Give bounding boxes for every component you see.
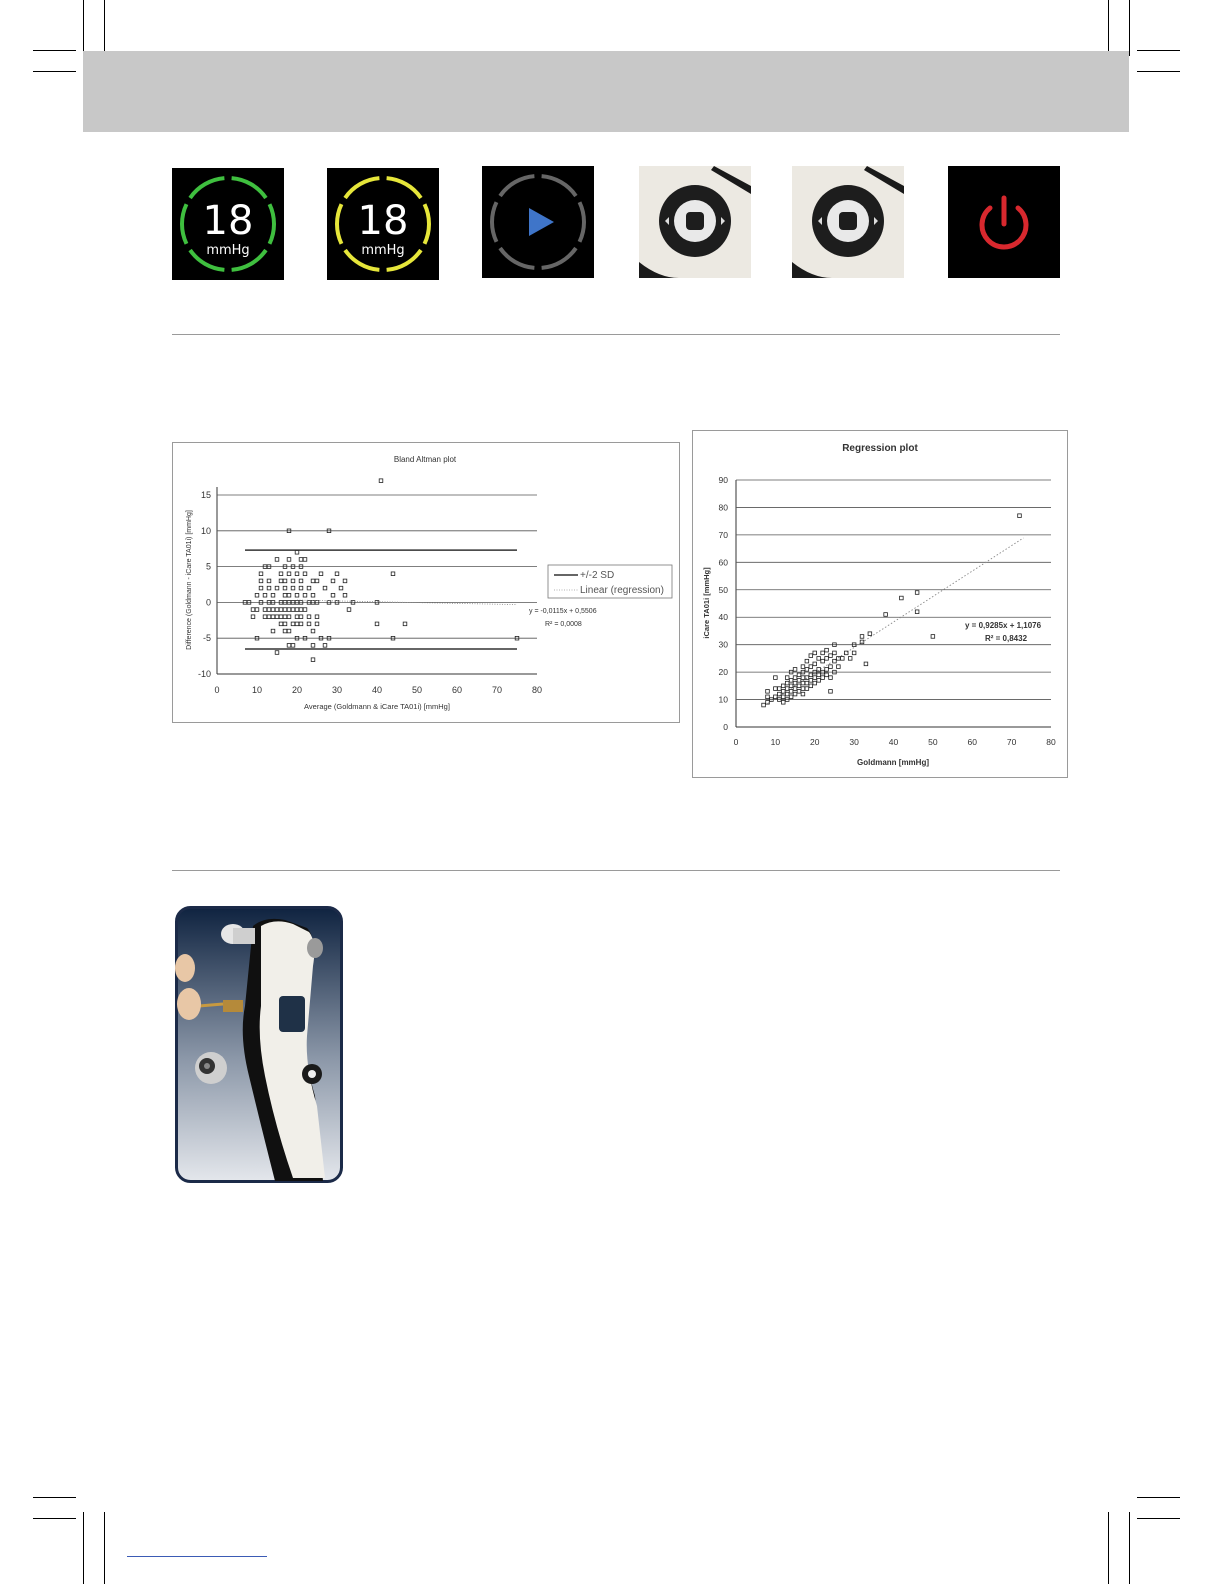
data-point: [809, 654, 813, 658]
data-point: [825, 668, 829, 672]
y-tick-label: 0: [205, 597, 211, 608]
data-point: [311, 629, 315, 633]
data-point: [251, 615, 255, 619]
data-point: [307, 622, 311, 626]
reading-value: 18: [202, 198, 254, 244]
regression-equation: y = 0,9285x + 1,1076: [965, 621, 1042, 630]
data-point: [307, 615, 311, 619]
data-point: [311, 593, 315, 597]
ring-segment: [345, 178, 379, 198]
regression-chart: [692, 430, 1068, 778]
bland-altman-chart: [172, 442, 680, 723]
ring-segment: [425, 204, 429, 244]
data-point: [793, 692, 797, 696]
data-point: [323, 644, 327, 648]
x-axis-label: Average (Goldmann & iCare TA01i) [mmHg]: [304, 702, 450, 711]
data-point: [303, 572, 307, 576]
data-point: [271, 608, 275, 612]
data-point: [315, 622, 319, 626]
navigation-button-icon: [639, 166, 751, 278]
data-point: [267, 586, 271, 590]
data-point: [323, 586, 327, 590]
ring-segment: [500, 248, 534, 268]
data-point: [797, 673, 801, 677]
y-axis-label: Difference (Goldmann - iCare TA01i) [mmHg]: [186, 510, 193, 650]
ring-segment: [492, 202, 496, 242]
data-point: [295, 572, 299, 576]
data-point: [303, 608, 307, 612]
data-point: [291, 586, 295, 590]
ring-segment: [270, 204, 274, 244]
data-point: [801, 681, 805, 685]
device-photo: [175, 906, 343, 1183]
data-point: [403, 622, 407, 626]
data-point: [279, 579, 283, 583]
y-tick-label: 10: [200, 525, 211, 536]
crop-mark: [104, 0, 105, 56]
data-point: [295, 593, 299, 597]
data-point: [311, 658, 315, 662]
data-point: [793, 668, 797, 672]
ring-segment: [337, 204, 341, 244]
data-point: [287, 615, 291, 619]
data-point: [805, 668, 809, 672]
data-point: [833, 651, 837, 655]
data-point: [283, 608, 287, 612]
data-point: [789, 690, 793, 694]
data-point: [259, 586, 263, 590]
y-tick-label: 10: [718, 694, 728, 705]
ring-segment: [387, 178, 421, 198]
ring-segment: [190, 178, 224, 198]
y-tick-label: 5: [205, 561, 211, 572]
crop-mark: [1137, 71, 1180, 72]
data-point: [287, 558, 291, 562]
y-tick-label: 20: [718, 667, 728, 678]
x-tick-label: 80: [531, 685, 543, 695]
data-point: [295, 615, 299, 619]
data-point: [331, 579, 335, 583]
data-point: [805, 659, 809, 663]
data-point: [829, 690, 833, 694]
r-squared: R² = 0,8432: [985, 634, 1028, 643]
data-point: [931, 635, 935, 639]
data-point: [295, 622, 299, 626]
data-point: [766, 695, 770, 699]
data-point: [809, 679, 813, 683]
data-point: [813, 662, 817, 666]
data-point: [343, 579, 347, 583]
data-point: [915, 591, 919, 595]
data-point: [279, 622, 283, 626]
data-point: [315, 615, 319, 619]
data-point: [797, 679, 801, 683]
data-point: [287, 608, 291, 612]
data-point: [781, 684, 785, 688]
data-point: [817, 657, 821, 661]
crop-mark: [33, 1518, 76, 1519]
data-point: [279, 608, 283, 612]
data-point: [801, 692, 805, 696]
data-point: [259, 579, 263, 583]
data-point: [263, 608, 267, 612]
data-point: [283, 579, 287, 583]
data-point: [279, 572, 283, 576]
x-tick-label: 0: [733, 737, 739, 747]
data-point: [860, 635, 864, 639]
data-point: [303, 558, 307, 562]
data-point: [339, 586, 343, 590]
data-point: [267, 615, 271, 619]
data-point: [275, 558, 279, 562]
data-point: [868, 632, 872, 636]
data-point: [263, 615, 267, 619]
y-tick-label: -10: [197, 669, 211, 679]
reading-value: 18: [357, 198, 409, 244]
regression-equation: y = -0,0115x + 0,5506: [529, 608, 597, 615]
data-point: [287, 629, 291, 633]
data-point: [829, 665, 833, 669]
crop-mark: [83, 1512, 84, 1584]
data-point: [915, 610, 919, 614]
data-point: [275, 651, 279, 655]
y-tick-label: 60: [718, 557, 728, 568]
data-point: [809, 665, 813, 669]
data-point: [821, 676, 825, 680]
data-point: [275, 608, 279, 612]
data-point: [291, 644, 295, 648]
crop-mark: [1129, 0, 1130, 56]
data-point: [884, 613, 888, 617]
x-tick-label: 50: [411, 685, 423, 695]
data-point: [271, 593, 275, 597]
data-point: [275, 615, 279, 619]
data-point: [283, 629, 287, 633]
data-point: [299, 586, 303, 590]
data-point: [805, 681, 809, 685]
x-tick-label: 70: [491, 685, 503, 695]
y-tick-label: 70: [718, 529, 728, 540]
data-point: [793, 676, 797, 680]
data-point: [267, 608, 271, 612]
data-point: [291, 608, 295, 612]
data-point: [762, 703, 766, 707]
data-point: [299, 579, 303, 583]
x-axis-label: Goldmann [mmHg]: [857, 758, 929, 767]
y-tick-label: 40: [718, 612, 728, 623]
data-point: [263, 593, 267, 597]
data-point: [283, 622, 287, 626]
data-point: [848, 657, 852, 661]
data-point: [311, 644, 315, 648]
data-point: [311, 579, 315, 583]
data-point: [259, 572, 263, 576]
data-point: [307, 586, 311, 590]
data-point: [825, 673, 829, 677]
data-point: [275, 586, 279, 590]
reading-unit: mmHg: [361, 243, 405, 258]
data-point: [789, 679, 793, 683]
data-point: [255, 608, 259, 612]
data-point: [785, 676, 789, 680]
x-tick-label: 80: [1046, 737, 1056, 747]
data-point: [291, 622, 295, 626]
y-tick-label: -5: [202, 633, 211, 644]
data-point: [375, 622, 379, 626]
x-tick-label: 0: [214, 685, 220, 695]
data-point: [303, 593, 307, 597]
crop-mark: [1137, 1497, 1180, 1498]
data-point: [347, 608, 351, 612]
crop-mark: [1108, 0, 1109, 56]
data-point: [864, 662, 868, 666]
x-tick-label: 20: [291, 685, 303, 695]
crop-mark: [33, 1497, 76, 1498]
crop-mark: [1137, 50, 1180, 51]
legend-item: +/-2 SD: [580, 570, 615, 581]
data-point: [837, 657, 841, 661]
ring-segment: [542, 176, 576, 196]
data-point: [295, 608, 299, 612]
data-point: [801, 687, 805, 691]
y-tick-label: 50: [718, 584, 728, 595]
data-point: [391, 572, 395, 576]
data-point: [801, 676, 805, 680]
crop-mark: [1129, 1512, 1130, 1584]
y-tick-label: 0: [723, 722, 728, 732]
data-point: [852, 651, 856, 655]
crop-mark: [33, 71, 76, 72]
data-point: [287, 572, 291, 576]
yellow-reading-icon: [327, 168, 439, 280]
x-tick-label: 10: [251, 685, 263, 695]
y-axis-label: iCare TA01i [mmHg]: [702, 567, 711, 639]
data-point: [793, 681, 797, 685]
data-point: [283, 615, 287, 619]
data-point: [801, 665, 805, 669]
data-point: [343, 593, 347, 597]
data-point: [781, 701, 785, 705]
green-reading-icon: [172, 168, 284, 280]
data-point: [789, 695, 793, 699]
data-point: [829, 676, 833, 680]
data-point: [817, 679, 821, 683]
y-tick-label: 30: [718, 639, 728, 650]
data-point: [251, 608, 255, 612]
play-icon: [482, 166, 594, 278]
data-point: [271, 615, 275, 619]
chart-title: Bland Altman plot: [393, 455, 457, 464]
crop-mark: [104, 1512, 105, 1584]
data-point: [295, 550, 299, 554]
data-point: [283, 586, 287, 590]
data-point: [805, 676, 809, 680]
data-point: [785, 681, 789, 685]
play-triangle: [529, 208, 554, 236]
crop-mark: [1137, 1518, 1180, 1519]
x-tick-label: 40: [371, 685, 383, 695]
data-point: [829, 654, 833, 658]
crop-mark: [33, 50, 76, 51]
data-point: [837, 665, 841, 669]
navigation-button-icon-2: [792, 166, 904, 278]
x-tick-label: 70: [1006, 737, 1017, 747]
data-point: [841, 657, 845, 661]
data-point: [789, 684, 793, 688]
data-point: [825, 648, 829, 652]
data-point: [821, 659, 825, 663]
footer-link-underline: [127, 1556, 267, 1557]
data-point: [797, 690, 801, 694]
y-tick-label: 90: [718, 475, 728, 485]
data-point: [797, 684, 801, 688]
data-point: [813, 681, 817, 685]
data-point: [781, 690, 785, 694]
data-point: [793, 687, 797, 691]
r-squared: R² = 0,0008: [545, 621, 582, 628]
data-point: [319, 572, 323, 576]
data-point: [283, 593, 287, 597]
reading-unit: mmHg: [206, 243, 250, 258]
data-point: [315, 579, 319, 583]
data-point: [817, 673, 821, 677]
data-point: [299, 558, 303, 562]
x-tick-label: 50: [928, 737, 938, 747]
data-point: [267, 579, 271, 583]
data-point: [1018, 514, 1022, 518]
data-point: [287, 593, 291, 597]
data-point: [813, 651, 817, 655]
x-tick-label: 30: [849, 737, 859, 747]
data-point: [785, 692, 789, 696]
header-band: [83, 51, 1129, 132]
data-point: [279, 615, 283, 619]
data-point: [255, 593, 259, 597]
data-point: [774, 676, 778, 680]
data-point: [825, 657, 829, 661]
x-tick-label: 60: [451, 685, 463, 695]
data-point: [766, 690, 770, 694]
x-tick-label: 10: [770, 737, 781, 747]
data-point: [299, 615, 303, 619]
ring-segment: [542, 248, 576, 268]
legend-item: Linear (regression): [580, 585, 664, 596]
ring-segment: [182, 204, 186, 244]
data-point: [809, 684, 813, 688]
data-point: [299, 608, 303, 612]
data-point: [335, 572, 339, 576]
data-point: [778, 687, 782, 691]
x-tick-label: 40: [888, 737, 899, 747]
power-icon: [948, 166, 1060, 278]
ring-segment: [580, 202, 584, 242]
x-tick-label: 20: [810, 737, 820, 747]
section-divider: [172, 334, 1060, 335]
data-point: [805, 687, 809, 691]
data-point: [291, 579, 295, 583]
data-point: [299, 622, 303, 626]
chart-title: Regression plot: [842, 443, 918, 454]
data-point: [900, 596, 904, 600]
x-tick-label: 30: [331, 685, 343, 695]
data-point: [287, 644, 291, 648]
data-point: [379, 479, 383, 483]
data-point: [813, 676, 817, 680]
y-tick-label: 15: [200, 490, 211, 500]
ring-segment: [500, 176, 534, 196]
data-point: [271, 629, 275, 633]
section-divider: [172, 870, 1060, 871]
crop-mark: [83, 0, 84, 56]
data-point: [821, 651, 825, 655]
data-point: [331, 593, 335, 597]
ring-segment: [232, 178, 266, 198]
data-point: [781, 695, 785, 699]
y-tick-label: 80: [718, 502, 728, 513]
x-tick-label: 60: [967, 737, 977, 747]
data-point: [774, 687, 778, 691]
crop-mark: [1108, 1512, 1109, 1584]
